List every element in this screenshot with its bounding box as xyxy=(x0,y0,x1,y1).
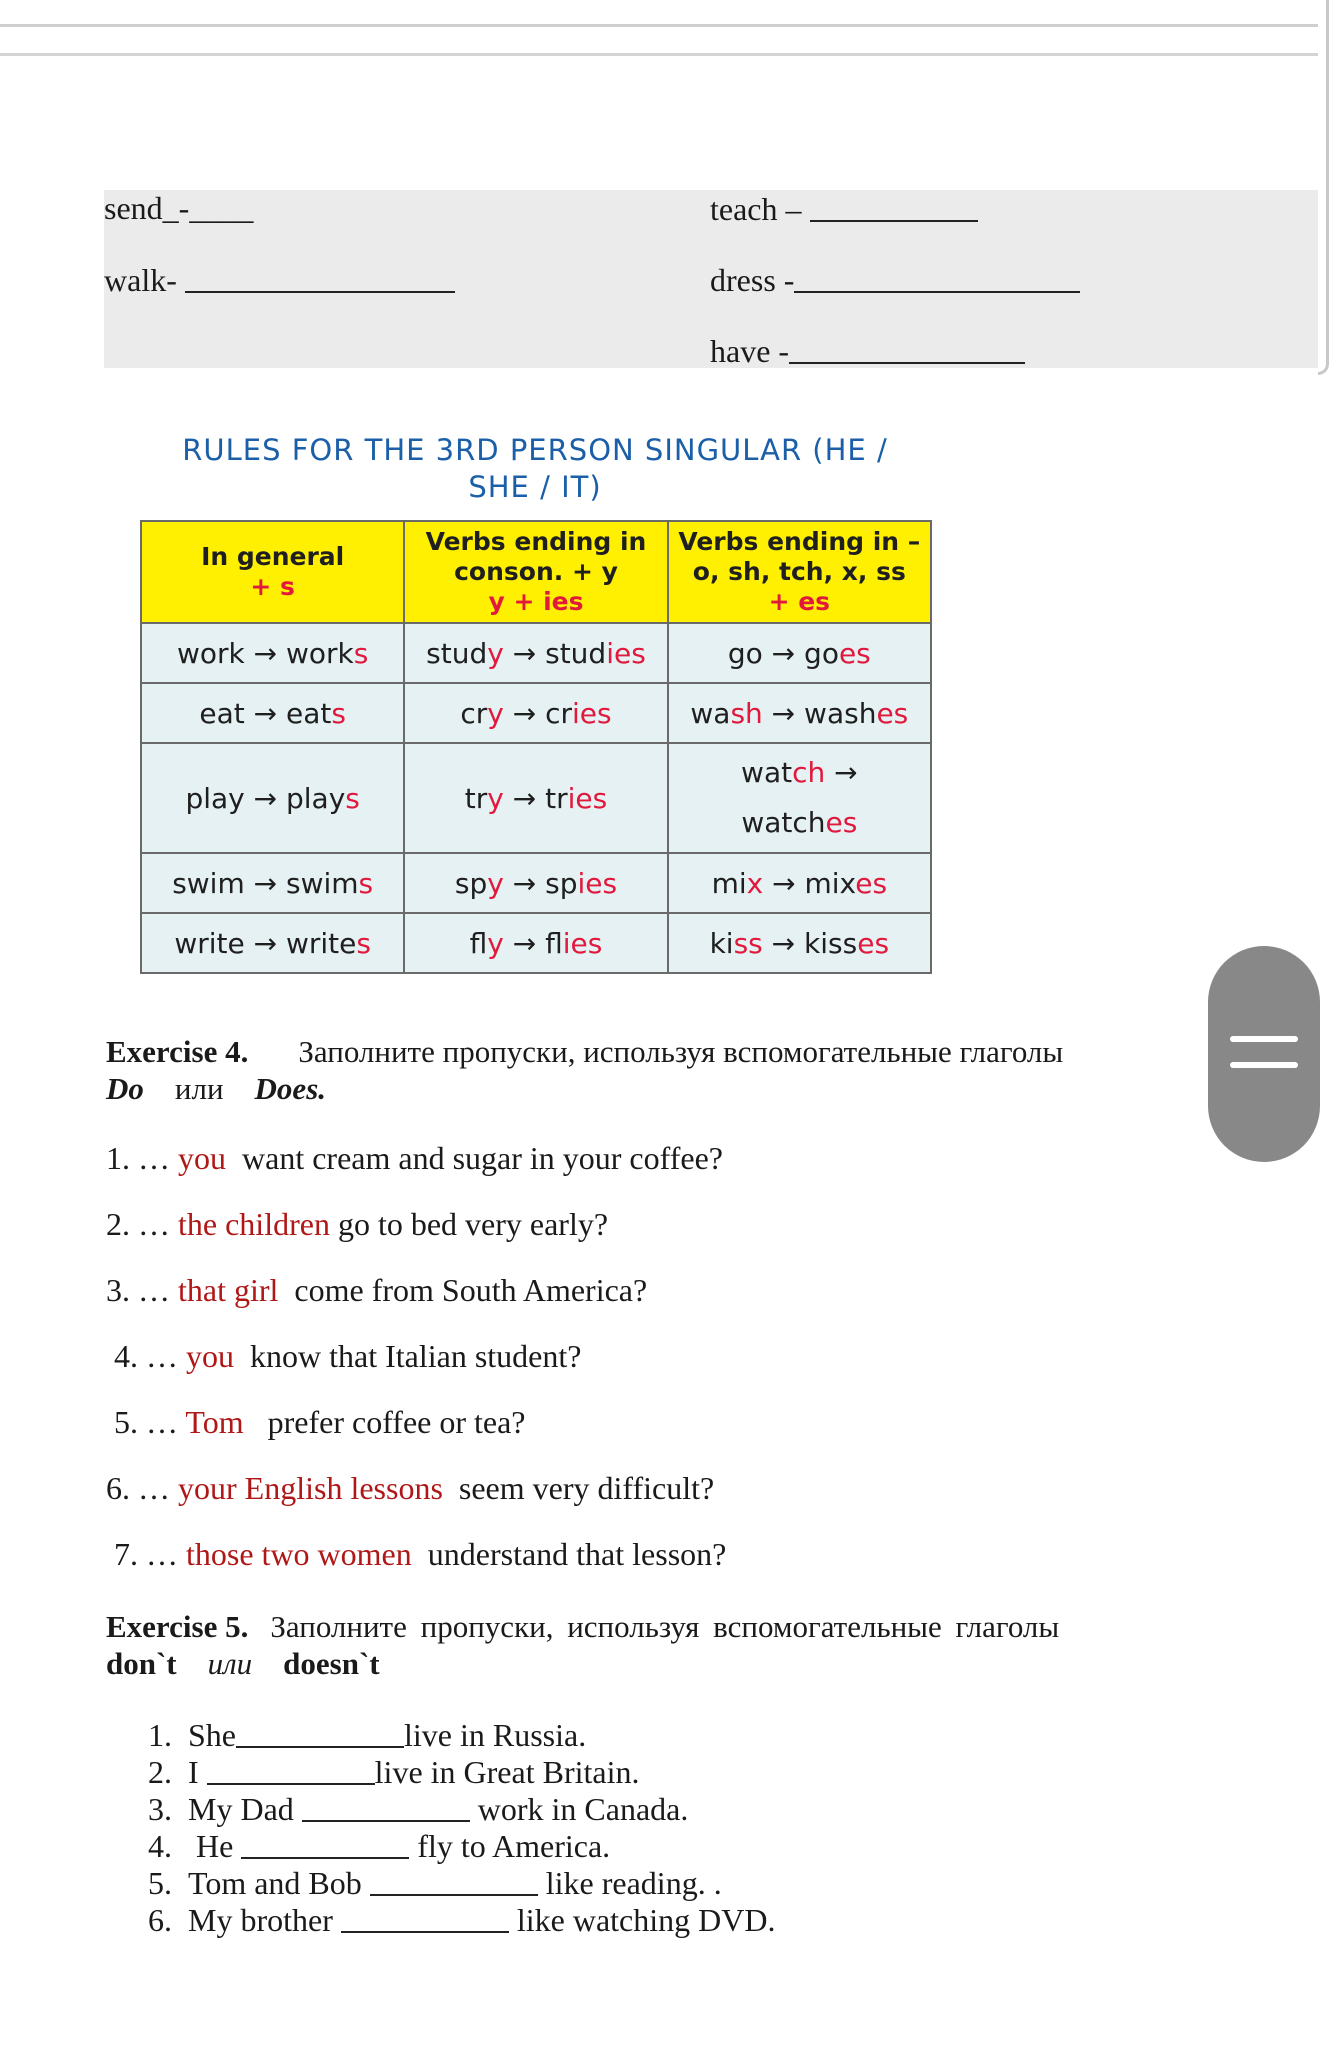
exercise4-item: 5. … Tom prefer coffee or tea? xyxy=(114,1404,526,1440)
top-divider-2 xyxy=(0,53,1318,56)
exercise5-item: 1. She live in Russia. xyxy=(148,1717,587,1753)
exercise5-item: 5. Tom and Bob like reading. . xyxy=(148,1865,722,1901)
table-cell: fly → flies xyxy=(404,913,667,973)
table-cell: work → works xyxy=(141,623,404,683)
answer-blank[interactable] xyxy=(185,261,455,293)
verb-walk: walk- xyxy=(104,261,455,299)
exercise4-item: 1. … you want cream and sugar in your coffee? xyxy=(106,1140,723,1176)
exercise5-heading: Exercise 5. Заполните пропуски, используя вспомогательные глаголы don`t или doesn`t xyxy=(106,1609,1060,1681)
table-cell: mix → mixes xyxy=(668,853,931,913)
header-general: In general + s xyxy=(141,521,404,623)
table-cell: kiss → kisses xyxy=(668,913,931,973)
verb-dress: dress - xyxy=(710,261,1080,299)
table-cell: cry → cries xyxy=(404,683,667,743)
table-cell: swim → swims xyxy=(141,853,404,913)
exercise4-item: 6. … your English lessons seem very difficult? xyxy=(106,1470,715,1506)
verb-have: have - xyxy=(710,332,1025,370)
header-consonant-y: Verbs ending in conson. + y y + ies xyxy=(404,521,667,623)
exercise4-item: 2. … the children go to bed very early? xyxy=(106,1206,609,1242)
exercise5-item: 2. I live in Great Britain. xyxy=(148,1754,640,1790)
exercise5-item: 4. He fly to America. xyxy=(148,1828,611,1864)
table-cell: watch → watches xyxy=(668,743,931,853)
page-edge xyxy=(1318,0,1329,375)
exercise4-heading: Exercise 4. Заполните пропуски, используя вспомогательные глаголы Do или Does. xyxy=(106,1034,1064,1106)
table-cell: play → plays xyxy=(141,743,404,853)
top-divider xyxy=(0,24,1318,27)
answer-blank[interactable] xyxy=(789,332,1025,364)
rules-title: RULES FOR THE 3RD PERSON SINGULAR (HE / SHE / IT) xyxy=(182,433,888,504)
exercise5-item: 6. My brother like watching DVD. xyxy=(148,1902,776,1938)
answer-blank[interactable] xyxy=(341,1901,509,1933)
table-cell: write → writes xyxy=(141,913,404,973)
table-cell: go → goes xyxy=(668,623,931,683)
table-cell: spy → spies xyxy=(404,853,667,913)
rules-table xyxy=(140,520,932,974)
header-es: Verbs ending in – o, sh, tch, x, ss + es xyxy=(668,521,931,623)
answer-blank[interactable] xyxy=(794,261,1080,293)
scroll-handle[interactable] xyxy=(1208,946,1320,1162)
table-cell: wash → washes xyxy=(668,683,931,743)
verb-send: send_-____ xyxy=(104,190,254,226)
answer-blank[interactable] xyxy=(370,1864,538,1896)
exercise4-item: 3. … that girl come from South America? xyxy=(106,1272,648,1308)
table-cell: study → studies xyxy=(404,623,667,683)
exercise4-item: 7. … those two women understand that lesson? xyxy=(114,1536,727,1572)
verb-teach: teach – xyxy=(710,190,978,228)
table-cell: try → tries xyxy=(404,743,667,853)
table-cell: eat → eats xyxy=(141,683,404,743)
answer-blank[interactable] xyxy=(236,1716,404,1748)
answer-blank[interactable] xyxy=(302,1790,470,1822)
grip-line-icon xyxy=(1230,1036,1298,1042)
answer-blank[interactable] xyxy=(241,1827,409,1859)
exercise5-item: 3. My Dad work in Canada. xyxy=(148,1791,689,1827)
answer-blank[interactable] xyxy=(810,190,978,222)
grip-line-icon xyxy=(1230,1062,1298,1068)
exercise4-item: 4. … you know that Italian student? xyxy=(114,1338,582,1374)
answer-blank[interactable] xyxy=(207,1753,375,1785)
